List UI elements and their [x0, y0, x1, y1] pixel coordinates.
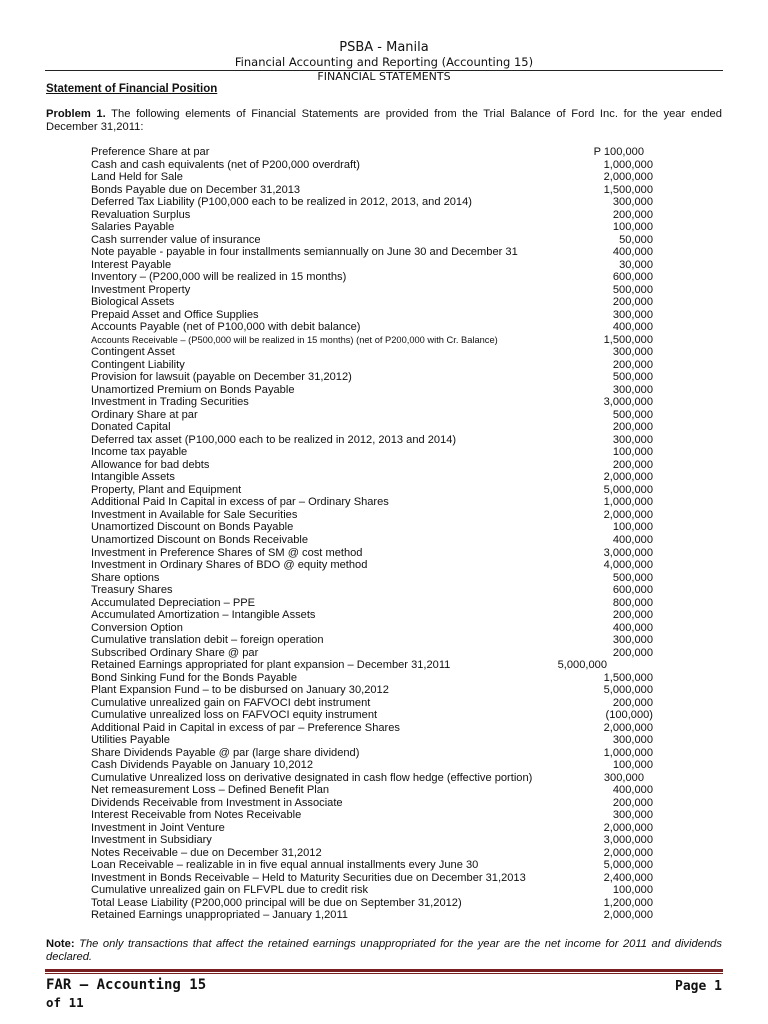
list-item [91, 684, 661, 697]
list-item [91, 834, 661, 847]
note-text: The only transactions that affect the retained earnings unappropriated for the year are the net income for 2011 and dividends declared. [46, 938, 722, 963]
item-label: Allowance for bad debts [91, 458, 210, 471]
list-item [91, 809, 661, 822]
document-header [0, 40, 768, 69]
item-label: Cumulative Unrealized loss on derivative designated in cash flow hedge (effective portion) [91, 771, 533, 784]
list-item [91, 647, 661, 660]
page-count: of 11 [46, 995, 84, 1010]
list-item [91, 359, 661, 372]
item-amount: 200,000 [612, 421, 653, 434]
item-amount: 30,000 [619, 258, 653, 271]
list-item [91, 909, 661, 922]
item-amount: 1,500,000 [603, 183, 653, 196]
list-item [91, 296, 661, 309]
item-amount: 2,000,000 [603, 721, 653, 734]
list-item [91, 747, 661, 760]
item-label: Cash Dividends Payable on January 10,2012 [91, 759, 314, 772]
list-item [91, 897, 661, 910]
list-item [91, 259, 661, 272]
footer-divider-thin [45, 973, 723, 974]
item-label: Income tax payable [91, 446, 188, 459]
item-amount: 5,000,000 [557, 659, 607, 672]
list-item [91, 234, 661, 247]
item-label: Biological Assets [91, 296, 175, 309]
list-item [91, 784, 661, 797]
item-label: Retained Earnings appropriated for plant expansion – December 31,2011 [91, 659, 451, 672]
item-amount: 2,000,000 [603, 171, 653, 184]
item-amount: 2,400,000 [603, 871, 653, 884]
list-item [91, 196, 661, 209]
item-label: Investment in Subsidiary [91, 834, 212, 847]
item-label: Share Dividends Payable @ par (large share dividend) [91, 746, 360, 759]
item-amount: 400,000 [612, 246, 653, 259]
list-item [91, 184, 661, 197]
item-amount: 400,000 [612, 533, 653, 546]
note-label: Note: [46, 938, 75, 950]
item-amount: 100,000 [612, 759, 653, 772]
item-amount: 200,000 [612, 458, 653, 471]
item-label: Net remeasurement Loss – Defined Benefit Plan [91, 784, 330, 797]
item-label: Investment in Ordinary Shares of BDO @ equity method [91, 559, 368, 572]
item-label: Interest Receivable from Notes Receivable [91, 809, 302, 822]
list-item [91, 396, 661, 409]
item-amount: 2,000,000 [603, 821, 653, 834]
list-item [91, 284, 661, 297]
item-label: Notes Receivable – due on December 31,2012 [91, 846, 322, 859]
list-item [91, 559, 661, 572]
list-item [91, 146, 661, 159]
list-item [91, 371, 661, 384]
item-label: Subscribed Ordinary Share @ par [91, 646, 259, 659]
item-label: Note payable - payable in four installments semiannually on June 30 and December 31 [91, 246, 518, 259]
item-label: Cash surrender value of insurance [91, 233, 261, 246]
item-amount: 100,000 [612, 884, 653, 897]
item-label: Prepaid Asset and Office Supplies [91, 308, 259, 321]
item-label: Accumulated Depreciation – PPE [91, 596, 256, 609]
item-label: Investment in Trading Securities [91, 396, 249, 409]
item-label: Additional Paid in Capital in excess of par – Preference Shares [91, 721, 400, 734]
list-item [91, 884, 661, 897]
item-amount: 1,500,000 [603, 333, 653, 346]
list-item [91, 659, 661, 672]
item-label: Cumulative unrealized gain on FAFVOCI debt instrument [91, 696, 371, 709]
item-amount: 500,000 [612, 408, 653, 421]
list-item [91, 409, 661, 422]
item-label: Cumulative unrealized gain on FLFVPL due to credit risk [91, 884, 369, 897]
item-label: Utilities Payable [91, 734, 170, 747]
item-label: Cumulative translation debit – foreign operation [91, 634, 324, 647]
item-amount: 400,000 [612, 621, 653, 634]
list-item [91, 496, 661, 509]
list-item [91, 597, 661, 610]
item-amount: 200,000 [612, 358, 653, 371]
item-label: Additional Paid In Capital in excess of par – Ordinary Shares [91, 496, 389, 509]
list-item [91, 572, 661, 585]
item-amount: 400,000 [612, 321, 653, 334]
item-label: Dividends Receivable from Investment in Associate [91, 796, 343, 809]
section-title: Statement of Financial Position [46, 83, 218, 95]
list-item [91, 534, 661, 547]
item-label: Ordinary Share at par [91, 408, 198, 421]
item-amount: P 100,000 [593, 146, 644, 158]
item-label: Bonds Payable due on December 31,2013 [91, 183, 301, 196]
item-label: Investment Property [91, 283, 191, 296]
item-amount: 50,000 [619, 233, 653, 246]
item-label: Investment in Joint Venture [91, 821, 225, 834]
item-amount: 1,000,000 [603, 496, 653, 509]
list-item [91, 309, 661, 322]
item-label: Preference Share at par [91, 146, 210, 158]
item-label: Plant Expansion Fund – to be disbursed on January 30,2012 [91, 684, 389, 697]
footer-divider-thick [45, 969, 723, 972]
list-item [91, 709, 661, 722]
item-amount: 200,000 [612, 646, 653, 659]
item-amount: 3,000,000 [603, 546, 653, 559]
item-amount: 300,000 [612, 196, 653, 209]
item-amount: 200,000 [612, 796, 653, 809]
item-label: Accumulated Amortization – Intangible Assets [91, 609, 316, 622]
list-item [91, 434, 661, 447]
item-amount: 500,000 [612, 571, 653, 584]
item-amount: 1,000,000 [603, 746, 653, 759]
item-amount: 1,000,000 [603, 158, 653, 171]
list-item [91, 547, 661, 560]
item-amount: 200,000 [612, 609, 653, 622]
list-item [91, 722, 661, 735]
list-item [91, 421, 661, 434]
list-item [91, 697, 661, 710]
item-label: Land Held for Sale [91, 171, 183, 184]
item-amount: 100,000 [612, 221, 653, 234]
item-amount: 2,000,000 [603, 846, 653, 859]
item-label: Interest Payable [91, 258, 172, 271]
item-label: Conversion Option [91, 621, 183, 634]
item-label: Accounts Payable (net of P100,000 with debit balance) [91, 321, 361, 334]
page-number: Page 1 [675, 979, 722, 994]
item-label: Share options [91, 571, 160, 584]
list-item [91, 246, 661, 259]
list-item [91, 859, 661, 872]
list-item [91, 484, 661, 497]
item-amount: 5,000,000 [603, 483, 653, 496]
item-label: Retained Earnings unappropriated – January 1,2011 [91, 909, 348, 922]
item-label: Provision for lawsuit (payable on December 31,2012) [91, 371, 352, 384]
list-item [91, 609, 661, 622]
item-amount: 100,000 [612, 521, 653, 534]
item-amount: 5,000,000 [603, 684, 653, 697]
item-amount: 300,000 [603, 771, 644, 784]
item-amount: 200,000 [612, 208, 653, 221]
list-item [91, 822, 661, 835]
item-amount: 500,000 [612, 371, 653, 384]
item-label: Cumulative unrealized loss on FAFVOCI equity instrument [91, 709, 378, 722]
list-item [91, 209, 661, 222]
item-label: Deferred tax asset (P100,000 each to be realized in 2012, 2013 and 2014) [91, 433, 457, 446]
item-label: Investment in Available for Sale Securities [91, 508, 298, 521]
item-amount: 300,000 [612, 308, 653, 321]
item-label: Bond Sinking Fund for the Bonds Payable [91, 671, 297, 684]
list-item [91, 797, 661, 810]
item-amount: 5,000,000 [603, 859, 653, 872]
list-item [91, 734, 661, 747]
problem-label: Problem 1. [46, 108, 106, 120]
item-label: Inventory – (P200,000 will be realized in 15 months) [91, 271, 347, 284]
item-amount: 300,000 [612, 634, 653, 647]
item-amount: 300,000 [612, 433, 653, 446]
item-amount: 2,000,000 [603, 508, 653, 521]
list-item [91, 872, 661, 885]
item-amount: 600,000 [612, 271, 653, 284]
school-name: PSBA - Manila [339, 40, 429, 55]
list-item [91, 221, 661, 234]
item-label: Investment in Preference Shares of SM @ cost method [91, 546, 363, 559]
item-amount: 200,000 [612, 296, 653, 309]
item-label: Revaluation Surplus [91, 208, 191, 221]
item-amount: (100,000) [605, 709, 653, 722]
list-item [91, 672, 661, 685]
list-item [91, 509, 661, 522]
list-item [91, 384, 661, 397]
item-amount: 2,000,000 [603, 909, 653, 922]
item-label: Total Lease Liability (P200,000 principal will be due on September 31,2012) [91, 896, 462, 909]
item-amount: 3,000,000 [603, 834, 653, 847]
footer-course: FAR – Accounting 15 [46, 977, 207, 993]
item-label: Contingent Liability [91, 358, 185, 371]
item-label: Contingent Asset [91, 346, 175, 359]
list-item [91, 772, 661, 785]
item-label: Unamortized Discount on Bonds Receivable [91, 533, 309, 546]
list-item [91, 634, 661, 647]
item-amount: 3,000,000 [603, 396, 653, 409]
list-item [91, 171, 661, 184]
list-item [91, 759, 661, 772]
problem-statement [46, 108, 722, 134]
list-item [91, 159, 661, 172]
item-amount: 300,000 [612, 734, 653, 747]
item-label: Investment in Bonds Receivable – Held to Maturity Securities due on December 31,2013 [91, 871, 526, 884]
item-label: Donated Capital [91, 421, 171, 434]
item-label: Deferred Tax Liability (P100,000 each to be realized in 2012, 2013, and 2014) [91, 196, 472, 209]
item-amount: 300,000 [612, 809, 653, 822]
item-amount: 1,500,000 [603, 671, 653, 684]
item-amount: 800,000 [612, 596, 653, 609]
item-amount: 500,000 [612, 283, 653, 296]
item-label: Property, Plant and Equipment [91, 483, 242, 496]
problem-text: The following elements of Financial Statements are provided from the Trial Balance of Ford Inc. for the year ended December 31,2011: [46, 108, 722, 133]
item-label: Salaries Payable [91, 221, 175, 234]
item-label: Treasury Shares [91, 584, 173, 597]
course-name: Financial Accounting and Reporting (Accounting 15) [234, 55, 534, 69]
item-label: Accounts Receivable – (P500,000 will be realized in 15 months) (net of P200,000 with Cr. Balance) [91, 334, 498, 345]
list-item [91, 459, 661, 472]
item-amount: 300,000 [612, 383, 653, 396]
list-item [91, 346, 661, 359]
list-item [91, 622, 661, 635]
item-label: Unamortized Premium on Bonds Payable [91, 383, 295, 396]
topic-heading: FINANCIAL STATEMENTS [317, 70, 451, 83]
list-item [91, 847, 661, 860]
item-label: Intangible Assets [91, 471, 175, 484]
list-item [91, 334, 661, 347]
note [46, 938, 722, 964]
list-item [91, 521, 661, 534]
list-item [91, 271, 661, 284]
item-amount: 100,000 [612, 446, 653, 459]
item-amount: 1,200,000 [603, 896, 653, 909]
list-item [91, 446, 661, 459]
item-label: Cash and cash equivalents (net of P200,000 overdraft) [91, 158, 360, 171]
item-amount: 600,000 [612, 584, 653, 597]
item-amount: 400,000 [612, 784, 653, 797]
item-label: Unamortized Discount on Bonds Payable [91, 521, 294, 534]
item-amount: 4,000,000 [603, 559, 653, 572]
item-label: Loan Receivable – realizable in in five equal annual installments every June 30 [91, 859, 479, 872]
list-item [91, 471, 661, 484]
list-item [91, 584, 661, 597]
item-amount: 300,000 [612, 346, 653, 359]
trial-balance-list [91, 146, 661, 922]
list-item [91, 321, 661, 334]
item-amount: 200,000 [612, 696, 653, 709]
item-amount: 2,000,000 [603, 471, 653, 484]
